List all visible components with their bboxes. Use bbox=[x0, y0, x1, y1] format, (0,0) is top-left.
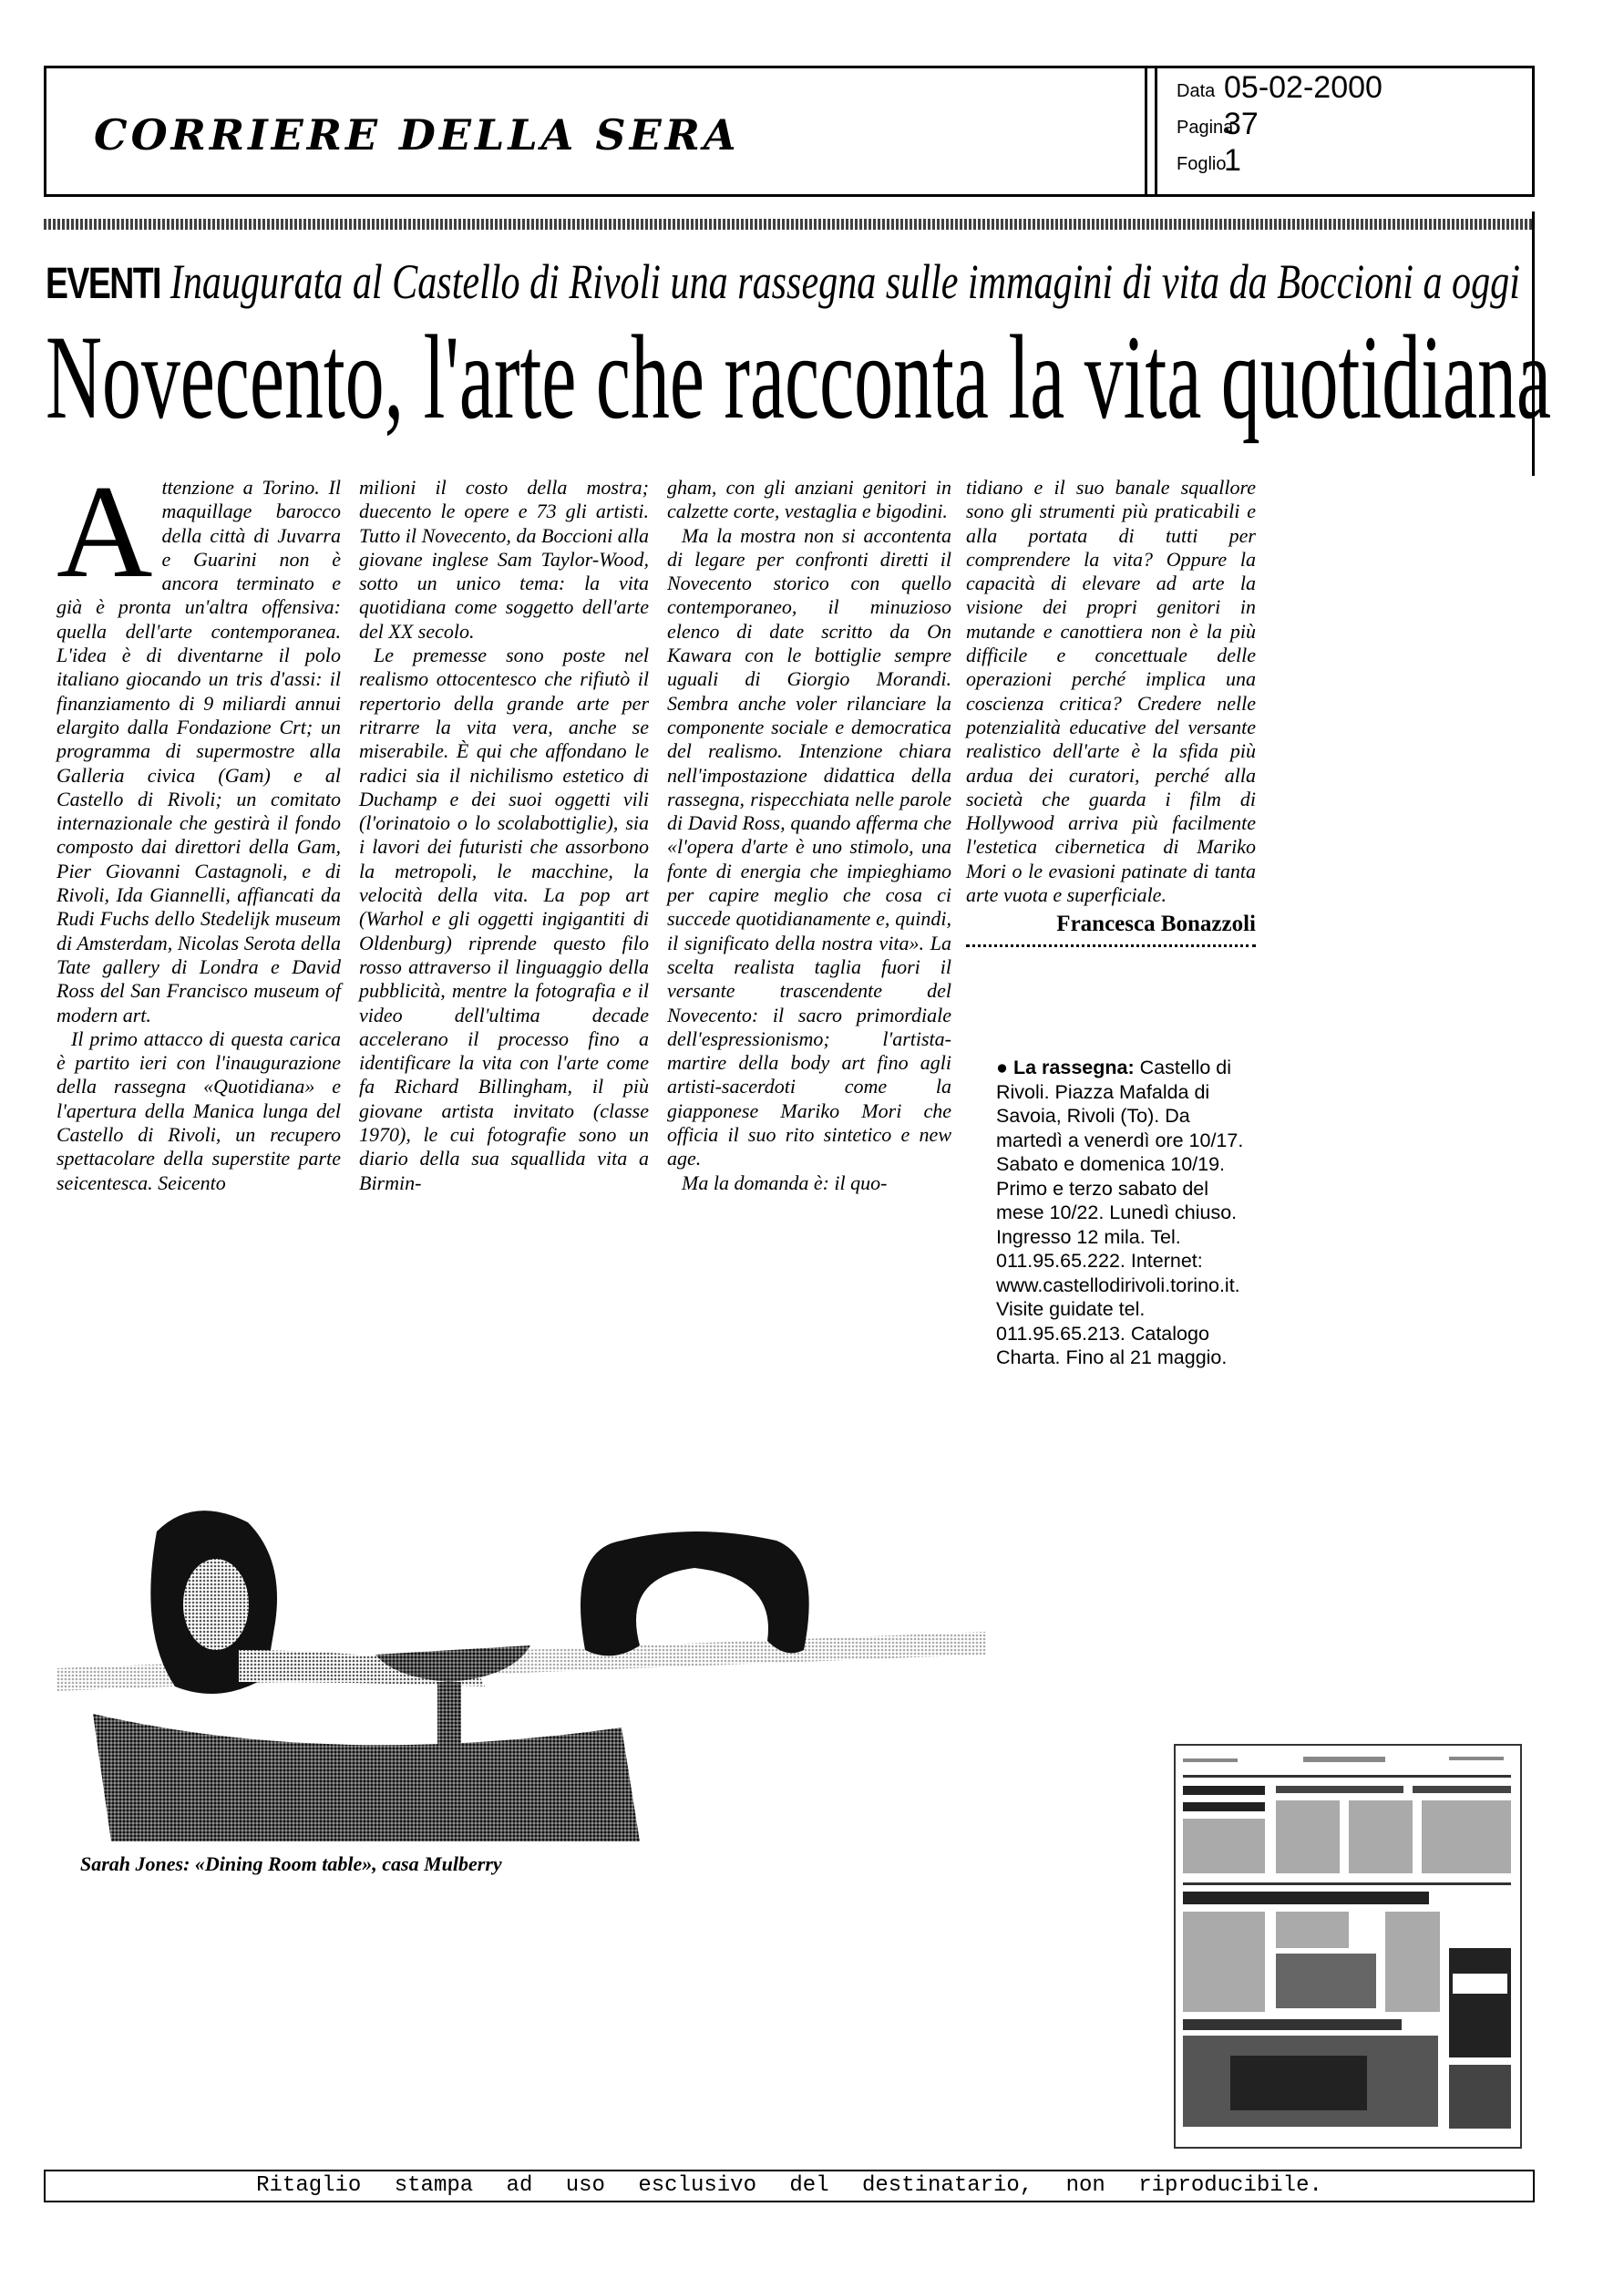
info-box bbox=[996, 1056, 1256, 1370]
page-thumbnail-illustration bbox=[1176, 1746, 1520, 2147]
column-2 bbox=[359, 476, 649, 1195]
bullet-icon: ● bbox=[996, 1057, 1008, 1078]
column-3 bbox=[667, 476, 951, 1195]
col1-paragraph: ttenzione a Torino. Il maquillage barocco della città di Juvarra e Guarini non è ancora terminato e già è pronta un'altra offensiva: quella dell'arte contemporanea. L'idea è di diventarne il polo italiano giocando un tris d'assi: il finanziamento di 9 miliardi annui elargito dalla Fondazione Crt; un programma di supermostre alla Galleria civica (Gam) e al Castello di Rivoli; un comitato internazionale che gestirà il fondo composto dai direttori della Gam, Pier Giovanni Castagnoli, e di Rivoli, Ida Giannelli, affiancati da Rudi Fuchs dello Stedelijk museum di Amsterdam, Nicolas Serota della Tate gallery di Londra e David Ross del San Francisco museum of modern art. bbox=[57, 476, 341, 1026]
data-label: Data bbox=[1177, 81, 1216, 101]
drop-cap: A bbox=[57, 458, 153, 605]
kicker-text: Inaugurata al Castello di Rivoli una rassegna sulle immagini di vita da Boccioni a oggi bbox=[170, 254, 1520, 309]
page-thumbnail bbox=[1174, 1744, 1522, 2149]
footer-notice: Ritaglio stampa ad uso esclusivo del destinatario, non riproducibile. bbox=[256, 2173, 1322, 2198]
bowl-stem bbox=[437, 1682, 461, 1746]
col2-paragraph: milioni il costo della mostra; duecento le opere e 73 gli artisti. Tutto il Novecento, da Boccioni alla giovane inglese Sam Taylor-Wood, sotto un unico tema: la vita quotidiana come soggetto dell'arte del XX secolo. bbox=[359, 476, 649, 643]
newspaper-masthead: CORRIERE DELLA SERA bbox=[94, 110, 740, 160]
article-title: Novecento, l'arte che racconta la vita quotidiana bbox=[46, 310, 1552, 444]
foglio-label: Foglio bbox=[1177, 154, 1227, 174]
col2-paragraph: Le premesse sono poste nel realismo ottocentesco che rifiutò il repertorio della grande arte per ritrarre la vita vera, anche se miserabile. È qui che affondano le radici sia il nichilismo estetico di Duchamp e dei suoi oggetti vili (l'orinatoio o lo scolabottiglie), sia i lavori dei futuristi che assorbono la metropoli, le macchine, la velocità della vita. La pop art (Warhol e gli oggetti ingigantiti di Oldenburg) riprende questo filo rosso attraverso il linguaggio della pubblicità, mentre la fotografia e il video dell'ultima decade accelerano il processo fino a identificare la vita con l'arte come fa Richard Billingham, il più giovane artista invitato (classe 1970), le cui fotografie sono un diario della sua squallida vita a Birmin- bbox=[359, 644, 649, 1194]
header-box bbox=[44, 66, 1535, 197]
dotted-rule bbox=[966, 944, 1256, 947]
woman-face bbox=[183, 1559, 249, 1650]
col4-paragraph: tidiano e il suo banale squallore sono gli strumenti più praticabili e alla portata di tutti per comprendere la vita? Oppure la capacità di elevare ad arte la visione dei propri genitori in mutande e canottiera non è la più difficile e concettuale delle operazioni perché implica una coscienza critica? Credere nelle potenzialità educative del versante realistico dell'arte è la sfida più ardua dei curatori, perché alla società che guarda i film di Hollywood arriva più facilmente l'estetica cibernetica di Mariko Mori o le evasioni patinate di tanta arte vuota e superficiale. bbox=[966, 476, 1256, 907]
article-kicker bbox=[46, 253, 1520, 310]
col1-paragraph: Il primo attacco di questa carica è partito ieri con l'inaugurazione della rassegna «Quotidiana» e l'apertura della Manica lunga del Castello di Rivoli, un recupero spettacolare della superstite parte seicentesca. Seicento bbox=[57, 1026, 341, 1194]
col3-paragraph: Ma la mostra non si accontenta di legare per confronti diretti il Novecento storico con quello contemporaneo, il minuzioso elenco di date scritto da On Kawara con le bottiglie sempre uguali di Giorgio Morandi. Sembra anche voler rilanciare la componente sociale e democratica del realismo. Intenzione chiara nell'impostazione didattica della rassegna, rispecchiata nelle parole di David Ross, quando afferma che «l'opera d'arte è uno stimolo, una fonte di energia che impieghiamo per capire meglio che cosa ci succede quotidianamente e, quindi, il significato della nostra vita». La scelta realista taglia fuori il versante trascendente del Novecento: il sacro primordiale dell'espressionismo; l'artista-martire della body art fino agli artisti-sacerdoti come la giapponese Mariko Mori che officia il suo rito sintetico e new age. bbox=[667, 523, 951, 1170]
column-4 bbox=[966, 476, 1256, 947]
column-1 bbox=[57, 458, 341, 1195]
footer-box bbox=[44, 2170, 1535, 2202]
info-label: La rassegna: bbox=[1012, 1057, 1135, 1078]
dotted-separator bbox=[44, 219, 1535, 230]
foglio-value: 1 bbox=[1224, 143, 1241, 178]
meta-divider bbox=[1145, 68, 1157, 194]
col3-paragraph: gham, con gli anziani genitori in calzette corte, vestaglia e bigodini. bbox=[667, 476, 951, 523]
kicker-tag: EVENTI bbox=[46, 260, 160, 308]
author-signature: Francesca Bonazzoli bbox=[1056, 912, 1256, 937]
photo-caption: Sarah Jones: «Dining Room table», casa Mulberry bbox=[80, 1852, 502, 1875]
data-value: 05-02-2000 bbox=[1224, 70, 1382, 105]
pagina-label: Pagina bbox=[1177, 118, 1234, 138]
col3-paragraph: Ma la domanda è: il quo- bbox=[682, 1170, 888, 1194]
article-photo bbox=[57, 1495, 986, 1841]
info-text: Castello di Rivoli. Piazza Mafalda di Savoia, Rivoli (To). Da martedì a venerdì ore 10/17. Sabato e domenica 10/19. Primo e terzo sabato del mese 10/22. Lunedì chiuso. Ingresso 12 mila. Tel. 011.95.65.222. Internet: www.castellodirivoli.torino.it. Visite guidate tel. 011.95.65.213. Catalogo Charta. Fino al 21 maggio. bbox=[996, 1057, 1244, 1368]
pagina-value: 37 bbox=[1224, 107, 1259, 141]
photo-illustration bbox=[57, 1495, 986, 1841]
